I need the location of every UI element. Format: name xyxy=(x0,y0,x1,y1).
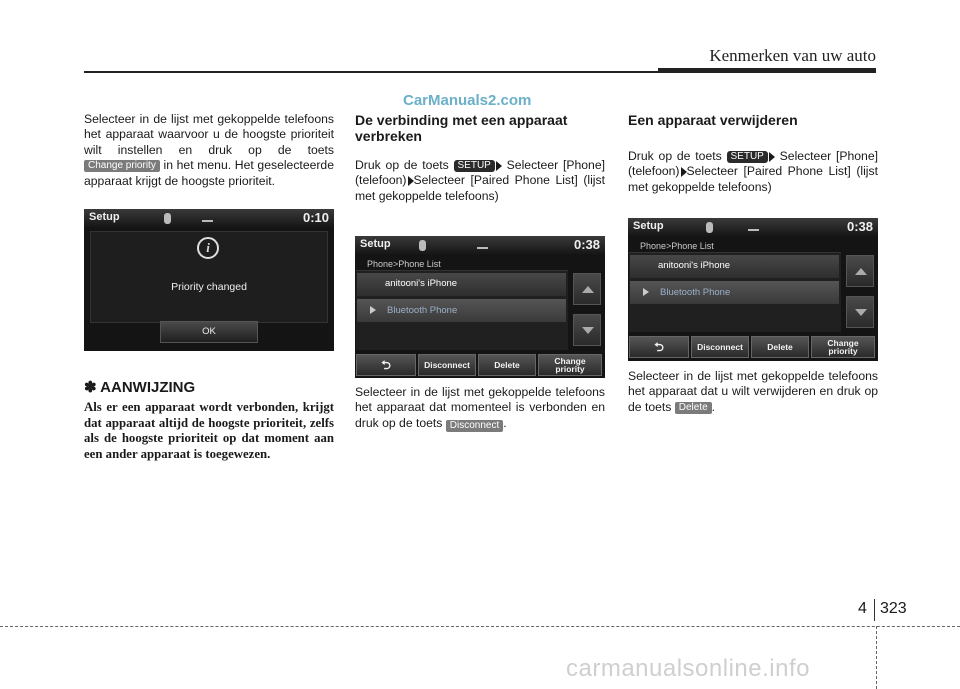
screen-clock: 0:10 xyxy=(302,210,329,225)
delete-button-ref: Delete xyxy=(675,402,712,414)
scroll-up-button[interactable] xyxy=(573,273,601,305)
bluetooth-icon xyxy=(419,240,426,251)
col3-paragraph-2 xyxy=(628,369,878,415)
col1-text-before: Selecteer in de lijst met gekoppelde telefoons het apparaat waarvoor u de hoogste prioriteit wilt instellen en druk op de toets xyxy=(84,112,334,157)
priority-changed-message: Priority changed xyxy=(171,281,247,293)
col3-text-c: Selecteer [Paired Phone List] (lijst met gekoppelde telefoons) xyxy=(628,164,878,194)
scroll-down-button[interactable] xyxy=(846,296,874,328)
breadcrumb: Phone>Phone List xyxy=(640,241,714,251)
list-item[interactable] xyxy=(630,255,839,278)
col2-paragraph-1 xyxy=(355,158,605,204)
col3-paragraph-1 xyxy=(628,149,878,195)
footer-rule xyxy=(0,626,960,627)
note-section xyxy=(84,366,334,462)
col2-p2-end: . xyxy=(503,416,507,431)
col3-text-a: Druk op de toets xyxy=(628,149,722,163)
screen-priority-changed xyxy=(84,209,334,351)
list-item-label: anitooni's iPhone xyxy=(658,260,731,271)
chapter-number: 4 xyxy=(858,600,867,617)
col2-text-b: Selecteer [Phone] (telefoon) xyxy=(355,158,605,188)
change-priority-button[interactable] xyxy=(538,354,602,376)
screen-button-row xyxy=(356,354,604,376)
col3-p2-text: Selecteer in de lijst met gekoppelde telefoons het apparaat dat u wilt verwijderen en druk op de toets xyxy=(628,369,878,414)
screen-phone-list-delete xyxy=(628,218,878,361)
back-button[interactable]: ⮌ xyxy=(629,336,689,358)
col2-text-c: Selecteer [Paired Phone List] (lijst met gekoppelde telefoons) xyxy=(355,173,605,203)
header-rule xyxy=(84,71,660,73)
col2-p2-text: Selecteer in de lijst met gekoppelde telefoons het apparaat dat momenteel is verbonden en druk op de toets xyxy=(355,385,605,431)
bluetooth-icon xyxy=(706,222,713,233)
arrow-down-icon xyxy=(855,309,867,316)
change-label-1: Change xyxy=(827,338,859,348)
screen-clock: 0:38 xyxy=(846,219,873,234)
footer-vertical-rule xyxy=(876,626,877,689)
col3-text-b: Selecteer [Phone] (telefoon) xyxy=(628,149,878,179)
page-header-title: Kenmerken van uw auto xyxy=(709,46,876,65)
screen-title: Setup xyxy=(89,211,120,223)
col2-paragraph-2 xyxy=(355,385,605,432)
screen-title: Setup xyxy=(633,220,664,232)
col1-text-after: in het menu. Het geselecteerde apparaat krijgt de hoogste prioriteit. xyxy=(84,158,334,188)
change-label-2: priority xyxy=(828,346,858,356)
col2-lower xyxy=(355,385,605,432)
list-item-label: anitooni's iPhone xyxy=(385,278,458,289)
back-button[interactable]: ⮌ xyxy=(356,354,416,376)
screen-clock: 0:38 xyxy=(573,237,600,252)
list-item-selected[interactable] xyxy=(630,281,839,304)
usb-icon xyxy=(202,214,213,222)
disconnect-button[interactable]: Disconnect xyxy=(418,354,476,376)
list-item-label: Bluetooth Phone xyxy=(660,287,731,298)
col3-p2-end: . xyxy=(711,399,716,414)
change-label-2: priority xyxy=(555,364,585,374)
list-item-selected[interactable] xyxy=(357,299,566,322)
disconnect-button-ref: Disconnect xyxy=(446,420,503,432)
page-number: 323 xyxy=(880,600,907,617)
header-rule-thick xyxy=(658,68,876,73)
col2-text-a: Druk op de toets xyxy=(355,158,449,172)
arrow-down-icon xyxy=(582,327,594,334)
column-3 xyxy=(628,112,878,195)
arrow-up-icon xyxy=(855,268,867,275)
page-number-separator xyxy=(874,599,875,621)
setup-key-ref xyxy=(727,151,775,163)
change-label-1: Change xyxy=(554,356,586,366)
arrow-right-icon xyxy=(496,161,502,171)
scroll-down-button[interactable] xyxy=(573,314,601,346)
disconnect-button[interactable]: Disconnect xyxy=(691,336,749,358)
breadcrumb: Phone>Phone List xyxy=(367,259,441,269)
col1-paragraph xyxy=(84,112,334,189)
play-icon xyxy=(643,288,649,296)
note-text: Als er een apparaat wordt verbonden, krijgt dat apparaat altijd de hoogste prioriteit, zelfs als de hoogste prioriteit op dat moment aan een ander apparaat is toegewezen. xyxy=(84,400,334,461)
arrow-up-icon xyxy=(582,286,594,293)
change-priority-button[interactable] xyxy=(811,336,875,358)
usb-icon xyxy=(477,241,488,249)
list-item[interactable] xyxy=(357,273,566,296)
list-item-label: Bluetooth Phone xyxy=(387,305,458,316)
col3-lower xyxy=(628,369,878,415)
screen-button-row xyxy=(629,336,877,358)
bluetooth-icon xyxy=(164,213,171,224)
delete-heading: Een apparaat verwijderen xyxy=(628,112,798,128)
info-icon: i xyxy=(197,237,219,259)
screen-phone-list-disconnect xyxy=(355,236,605,378)
screen-title: Setup xyxy=(360,238,391,250)
column-2 xyxy=(355,112,605,204)
disconnect-heading: De verbinding met een apparaat verbreken xyxy=(355,112,568,144)
column-1 xyxy=(84,112,334,189)
play-icon xyxy=(370,306,376,314)
note-heading: ✽ AANWIJZING xyxy=(84,379,196,396)
change-priority-button-ref: Change priority xyxy=(84,160,160,172)
ok-button[interactable]: OK xyxy=(160,321,258,343)
usb-icon xyxy=(748,223,759,231)
delete-button[interactable]: Delete xyxy=(751,336,809,358)
watermark-bottom: carmanualsonline.info xyxy=(566,655,810,682)
watermark-top: CarManuals2.com xyxy=(403,92,532,109)
scroll-up-button[interactable] xyxy=(846,255,874,287)
setup-label: SETUP xyxy=(727,151,768,163)
delete-button[interactable]: Delete xyxy=(478,354,536,376)
setup-label: SETUP xyxy=(454,160,495,172)
setup-key-ref xyxy=(454,160,502,172)
arrow-right-icon xyxy=(769,152,775,162)
